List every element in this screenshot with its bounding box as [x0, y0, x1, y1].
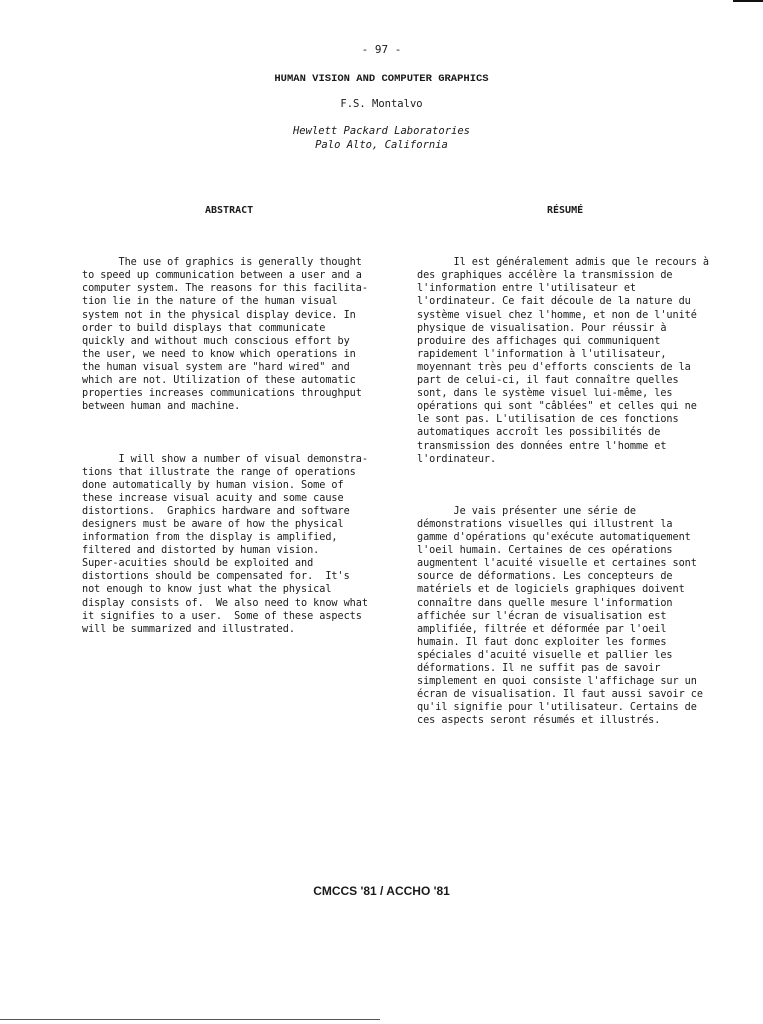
resume-column	[417, 230, 710, 754]
bottom-rule	[0, 1019, 380, 1020]
page-number: - 97 -	[361, 43, 402, 56]
abstract-heading: ABSTRACT	[205, 205, 254, 216]
abstract-column	[82, 230, 368, 662]
affiliation	[0, 124, 763, 152]
affiliation-org: Hewlett Packard Laboratories	[292, 125, 470, 137]
paper-title: HUMAN VISION AND COMPUTER GRAPHICS	[274, 73, 489, 85]
resume-heading: RÉSUMÉ	[547, 205, 584, 216]
affiliation-location: Palo Alto, California	[315, 139, 448, 151]
abstract-paragraph-1: The use of graphics is generally thought to speed up communication between a user and a computer system. The reasons for this facilita- tion lie in the nature of the human visual system not in the physical display device. In order to build displays that communicate quickly and without much conscious effort by the user, we need to know which operations in the human visual system are "hard wired" and which are not. Utilization of these automatic properties increases communications throughput between human and machine.	[82, 257, 368, 413]
resume-paragraph-2: Je vais présenter une série de démonstrations visuelles qui illustrent la gamme d'opérations qu'exécute automatiquement l'oeil humain. Certaines de ces opérations augmentent l'acuité visuelle et certaines sont source de déformations. Les concepteurs de matériels et de logiciels graphiques doivent connaître dans quelle mesure l'information affichée sur l'écran de visualisation est amplifiée, filtrée et déformée par l'oeil humain. Il faut donc exploiter les formes spéciales d'acuité visuelle et pallier les déformations. Il ne suffit pas de savoir simplement en quoi consiste l'affichage sur un écran de visualisation. Il faut aussi savoir ce qu'il signifie pour l'utilisateur. Certains de ces aspects seront résumés et illustrés.	[417, 505, 703, 727]
author-name: F.S. Montalvo	[340, 98, 423, 110]
abstract-paragraph-2: I will show a number of visual demonstra- tions that illustrate the range of operations done automatically by human vision. Some of these increase visual acuity and some cause distortions. Graphics hardware and software designers must be aware of how the physical information from the display is amplified, filtered and distorted by human vision. Super-acuities should be exploited and distortions should be compensated for. It's not enough to know just what the physical display consists of. We also need to know what it signifies to a user. Some of these aspects will be summarized and illustrated.	[82, 453, 368, 635]
conference-footer: CMCCS '81 / ACCHO '81	[313, 884, 450, 898]
corner-rule	[733, 0, 763, 2]
resume-paragraph-1: Il est généralement admis que le recours à des graphiques accélère la transmission de l'information entre l'utilisateur et l'ordinateur. Ce fait découle de la nature du système visuel chez l'homme, et non de l'unité physique de visualisation. Pour réussir à produire des affichages qui communiquent rapidement l'information à l'utilisateur, moyennant très peu d'efforts conscients de la part de celui-ci, il faut connaître quelles sont, dans le système visuel lui-même, les opérations qui sont "câblées" et celles qui ne le sont pas. L'utilisation de ces fonctions automatiques accroît les possibilités de transmission des données entre l'homme et l'ordinateur.	[417, 257, 710, 465]
